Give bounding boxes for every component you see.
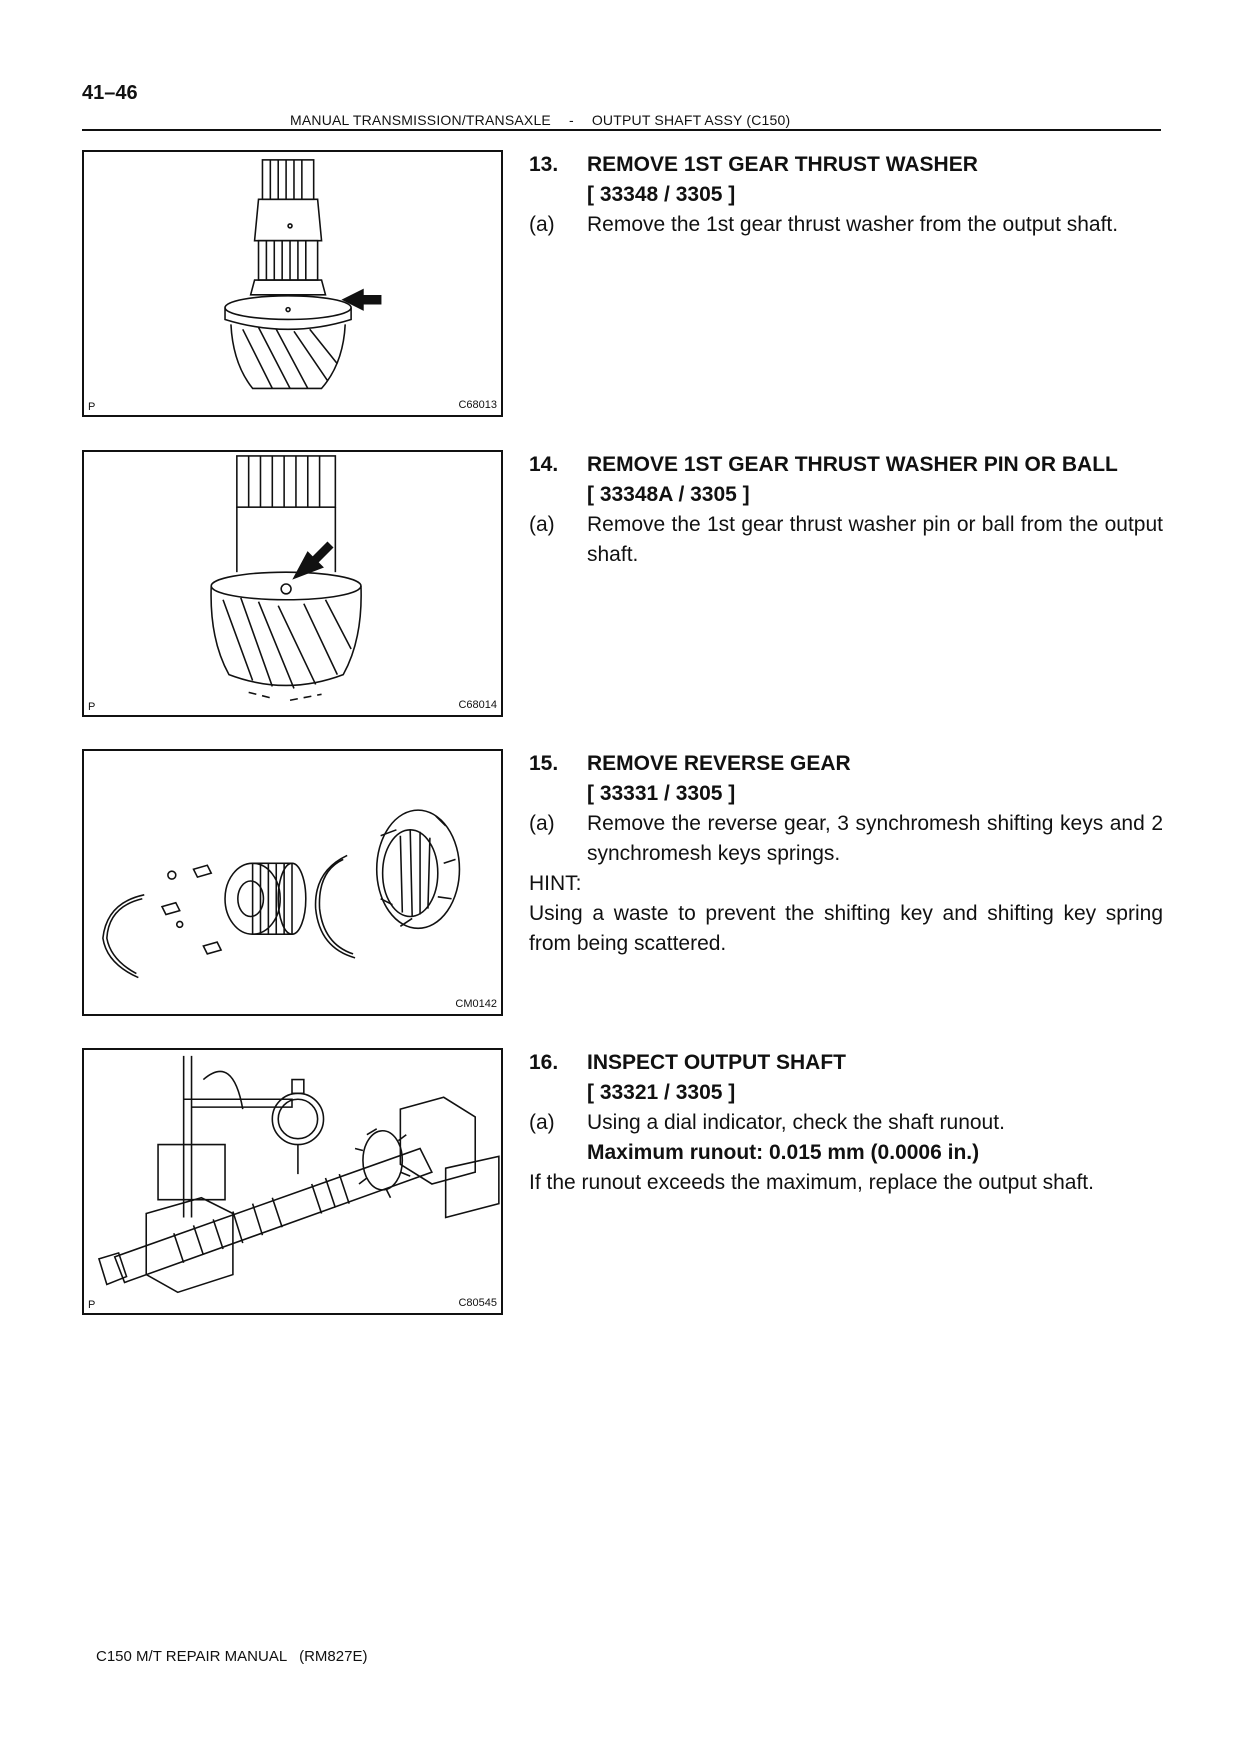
thrust-washer-pin-illustration <box>84 452 501 715</box>
step-title: INSPECT OUTPUT SHAFT <box>587 1051 847 1074</box>
figure-output-shaft-runout <box>82 1048 503 1315</box>
hint-label: HINT: <box>529 872 582 895</box>
step-heading <box>529 450 1163 480</box>
step-code: [ 33348 / 3305 ] <box>587 183 736 206</box>
substep-text: Using a dial indicator, check the shaft runout. <box>587 1111 1005 1134</box>
section-14-text <box>529 450 1163 570</box>
step-number: 16. <box>529 1051 559 1074</box>
step-title: REMOVE REVERSE GEAR <box>587 752 851 775</box>
figure-code: C68014 <box>458 699 497 711</box>
footer: C150 M/T REPAIR MANUAL (RM827E) <box>96 1648 368 1665</box>
running-header <box>290 112 790 128</box>
runout-note: If the runout exceeds the maximum, replace the output shaft. <box>529 1171 1094 1194</box>
figure-thrust-washer <box>82 150 503 417</box>
step-heading <box>529 1048 1163 1078</box>
substep-text: Remove the 1st gear thrust washer pin or ball from the output shaft. <box>587 513 1163 566</box>
step-heading <box>529 150 1163 180</box>
figure-code: C68013 <box>458 399 497 411</box>
thrust-washer-illustration <box>84 152 501 415</box>
substep <box>529 1108 1163 1138</box>
header-separator: - <box>568 112 574 128</box>
substep-label: (a) <box>529 513 555 536</box>
section-13-text <box>529 150 1163 240</box>
reverse-gear-illustration <box>84 751 501 1014</box>
substep-text: Remove the reverse gear, 3 synchromesh shifting keys and 2 synchromesh keys springs. <box>587 812 1163 865</box>
substep <box>529 510 1163 570</box>
step-code: [ 33331 / 3305 ] <box>587 782 736 805</box>
section-15-text <box>529 749 1163 959</box>
substep-label: (a) <box>529 812 555 835</box>
figure-code: CM0142 <box>455 998 497 1010</box>
figure-letter: P <box>88 401 96 413</box>
hint-text: Using a waste to prevent the shifting key and shifting key spring from being scattered. <box>529 902 1163 955</box>
substep-label: (a) <box>529 1111 555 1134</box>
output-shaft-runout-illustration <box>84 1050 501 1313</box>
step-title: REMOVE 1ST GEAR THRUST WASHER <box>587 153 978 176</box>
substep <box>529 210 1163 240</box>
substep-label: (a) <box>529 213 555 236</box>
step-title: REMOVE 1ST GEAR THRUST WASHER PIN OR BALL <box>587 453 1118 476</box>
figure-letter: P <box>88 701 96 713</box>
header-rule <box>82 129 1161 131</box>
figure-reverse-gear <box>82 749 503 1016</box>
step-heading <box>529 749 1163 779</box>
section-16-text <box>529 1048 1163 1198</box>
header-section: MANUAL TRANSMISSION/TRANSAXLE <box>290 112 551 128</box>
figure-letter: P <box>88 1299 96 1311</box>
step-number: 15. <box>529 752 559 775</box>
step-code: [ 33321 / 3305 ] <box>587 1081 736 1104</box>
figure-thrust-washer-pin <box>82 450 503 717</box>
header-subsection: OUTPUT SHAFT ASSY (C150) <box>591 112 791 128</box>
substep <box>529 809 1163 869</box>
max-runout-spec: Maximum runout: 0.015 mm (0.0006 in.) <box>587 1141 980 1164</box>
figure-code: C80545 <box>458 1297 497 1309</box>
step-code: [ 33348A / 3305 ] <box>587 483 750 506</box>
substep-text: Remove the 1st gear thrust washer from the output shaft. <box>587 213 1119 236</box>
step-number: 14. <box>529 453 559 476</box>
step-number: 13. <box>529 153 559 176</box>
page-number: 41–46 <box>82 82 138 104</box>
